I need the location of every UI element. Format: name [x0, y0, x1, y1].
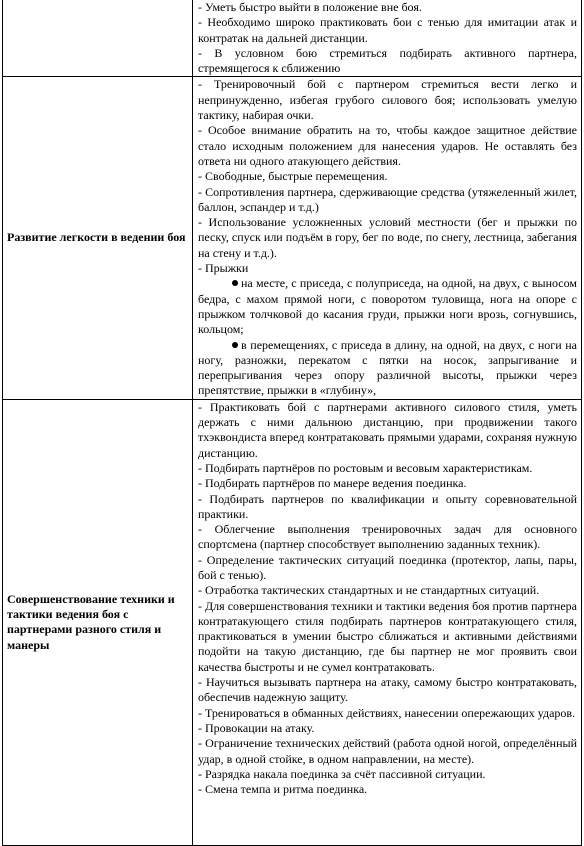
list-item: - Отработка тактических стандартных и не стандартных ситуаций.: [198, 583, 540, 598]
training-methods-table: [2, 0, 582, 846]
list-item: - Уметь быстро выйти в положение вне боя.: [198, 0, 422, 14]
list-item: - Сопротивления партнера, сдерживающие средства (утяжеленный жилет, баллон, эспандер и т.д.): [198, 184, 577, 214]
table-row: [3, 0, 582, 77]
list-item: - Прыжки: [198, 261, 249, 276]
row-label: Совершенствование техники и тактики ведения боя с партнерами разного стиля и манеры: [3, 399, 193, 845]
list-item: - Подбирать партнёров по манере ведения поединка.: [198, 476, 467, 491]
bullet-text: на месте, с приседа, с полуприседа, на одной, на двух, с выносом бедра, с махом прямой ноги, с поворотом туловища, нога на опоре с прыжком толчковой до касания груди, прыжки ноги врозь, согнувшись, кольцом;: [198, 276, 577, 337]
list-item: - Тренировочный бой с партнером стремиться вести легко и непринужденно, избегая грубого силового боя; использовать умелую тактику, набирая очки.: [198, 77, 577, 123]
list-item: - Использование усложненных условий местности (бег и прыжки по песку, спуск или подъём в гору, бег по воде, по снегу, лестница, забегания на стену и т.д.).: [198, 215, 577, 260]
list-item: - Провокации на атаку.: [198, 720, 315, 735]
list-item: - Подбирать партнеров по квалификации и опыту соревновательной практики.: [198, 491, 577, 521]
bullet-icon: [232, 280, 238, 286]
list-item: - Подбирать партнёров по ростовым и весовым характеристикам.: [198, 460, 533, 475]
list-item: - Для совершенствования техники и тактики ведения боя против партнера контратакующего стиля подбирать партнеров контратакующего стиля, практиковаться в умении быстро сближаться и активными действиями подойти на такую дистанцию, где бы партнер не мог проявить свои качества быстроты и не сумел контратаковать.: [198, 598, 577, 674]
bullet-text: в перемещениях, с приседа в длину, на одной, на двух, с ноги на ногу, разножки, перекатом с пятки на носок, запрыгивание и перепрыгивания через опору различной высоты, прыжки через препятствие, прыжки в «глубину»,: [198, 337, 577, 398]
list-item: - Облегчение выполнения тренировочных задач для основного спортсмена (партнер способствует выполнению заданных техник).: [198, 522, 577, 552]
list-item: - Смена темпа и ритма поединка.: [198, 782, 368, 797]
bullet-item: [198, 276, 577, 337]
row-content: [193, 0, 582, 77]
list-item: - Разрядка накала поединка за счёт пассивной ситуации.: [198, 766, 486, 781]
list-item: - Необходимо широко практиковать бои с тенью для имитации атак и контратак на дальней дистанции.: [198, 15, 577, 45]
list-item: - Свободные, быстрые перемещения.: [198, 169, 388, 184]
list-item: - В условном бою стремиться подбирать активного партнера, стремящегося к сближению: [198, 45, 577, 76]
bullet-item: [198, 338, 577, 399]
list-item: - Определение тактических ситуаций поединка (протектор, лапы, пары, бой с тенью).: [198, 552, 577, 582]
list-item: - Тренироваться в обманных действиях, нанесении опережающих ударов.: [198, 705, 576, 720]
bullet-icon: [232, 342, 238, 348]
table-row: [3, 399, 582, 845]
row-content: [193, 77, 582, 399]
row-label: Развитие легкости в ведении боя: [3, 77, 193, 399]
list-item: - Практиковать бой с партнерами активного силового стиля, уметь держать с ними дальнюю дистанцию, при продвижении такого тхэквондиста вперед контратаковать прямыми ударами, сохраняя нужную дистанцию.: [198, 399, 577, 460]
row-content: [193, 399, 582, 845]
list-item: - Ограничение технических действий (работа одной ногой, определённый удар, в одной стойке, в одном направлении, на месте).: [198, 736, 577, 766]
list-item: - Особое внимание обратить на то, чтобы каждое защитное действие стало исходным положением для нанесения ударов. Не оставлять без ответа ни одного атакующего действия.: [198, 123, 577, 168]
list-item: - Научиться вызывать партнера на атаку, самому быстро контратаковать, обеспечив надежную защиту.: [198, 675, 577, 705]
table-row: [3, 77, 582, 399]
row-label: [3, 0, 193, 77]
